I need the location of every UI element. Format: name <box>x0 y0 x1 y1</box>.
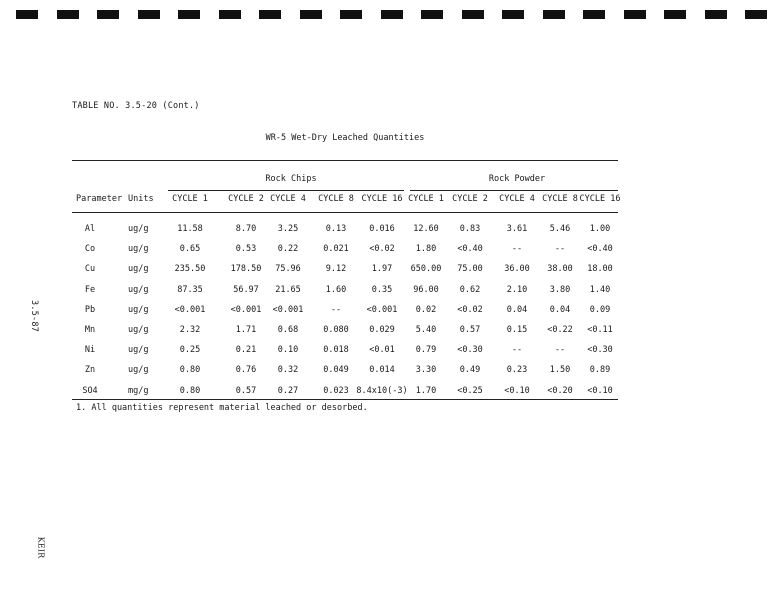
table-cell: 0.49 <box>459 365 481 375</box>
punch-hole <box>57 10 79 19</box>
table-cell: 235.50 <box>174 264 206 274</box>
row-units: ug/g <box>128 345 149 355</box>
table-cell: 0.22 <box>277 244 299 254</box>
table-cell: 56.97 <box>233 285 259 295</box>
table-cell: 18.00 <box>587 264 613 274</box>
rock-powder-subrule <box>410 190 618 191</box>
column-header: CYCLE 8 <box>318 194 354 204</box>
row-parameter: Ni <box>84 345 96 355</box>
table-cell: <0.001 <box>272 305 304 315</box>
table-cell: 36.00 <box>504 264 530 274</box>
table-cell: 0.79 <box>415 345 437 355</box>
table-cell: -- <box>554 244 566 254</box>
row-parameter: SO4 <box>82 386 98 396</box>
table-cell: <0.02 <box>369 244 395 254</box>
table-cell: <0.001 <box>366 305 398 315</box>
column-header: CYCLE 4 <box>270 194 306 204</box>
table-title: WR-5 Wet-Dry Leached Quantities <box>265 133 425 143</box>
punch-hole <box>340 10 362 19</box>
punch-hole <box>381 10 403 19</box>
table-cell: 0.25 <box>179 345 201 355</box>
table-cell: 0.23 <box>506 365 528 375</box>
table-cell: 87.35 <box>177 285 203 295</box>
punch-hole <box>16 10 38 19</box>
table-cell: 0.02 <box>415 305 437 315</box>
punch-hole <box>583 10 605 19</box>
table-cell: 2.10 <box>506 285 528 295</box>
punch-hole <box>259 10 281 19</box>
table-cell: <0.10 <box>587 386 613 396</box>
table-cell: 0.04 <box>549 305 571 315</box>
table-cell: 0.21 <box>235 345 257 355</box>
table-cell: 3.30 <box>415 365 437 375</box>
group-header: Rock Chips <box>265 174 317 184</box>
table-cell: 8.4x10(-3) <box>356 386 408 396</box>
table-cell: 2.32 <box>179 325 201 335</box>
table-cell: <0.25 <box>457 386 483 396</box>
table-cell: 0.04 <box>506 305 528 315</box>
table-cell: 5.40 <box>415 325 437 335</box>
column-header: Units <box>128 194 154 204</box>
table-cell: 0.68 <box>277 325 299 335</box>
table-cell: 0.023 <box>323 386 349 396</box>
table-cell: 38.00 <box>547 264 573 274</box>
column-header: Parameter <box>76 194 123 204</box>
punch-hole <box>502 10 524 19</box>
rock-chips-subrule <box>168 190 404 191</box>
author-mark: KEIR <box>36 536 46 559</box>
table-cell: 1.60 <box>325 285 347 295</box>
table-cell: 0.15 <box>506 325 528 335</box>
row-units: ug/g <box>128 224 149 234</box>
row-units: ug/g <box>128 365 149 375</box>
table-cell: 0.80 <box>179 386 201 396</box>
table-cell: 0.53 <box>235 244 257 254</box>
row-parameter: Fe <box>84 285 96 295</box>
column-header: CYCLE 1 <box>408 194 444 204</box>
table-cell: 5.46 <box>549 224 571 234</box>
table-number: TABLE NO. 3.5-20 (Cont.) <box>72 101 200 111</box>
table-cell: 0.80 <box>179 365 201 375</box>
table-bottom-rule <box>72 399 618 400</box>
table-cell: 0.57 <box>235 386 257 396</box>
punch-hole <box>97 10 119 19</box>
row-parameter: Zn <box>84 365 96 375</box>
table-cell: 11.58 <box>177 224 203 234</box>
table-cell: -- <box>554 345 566 355</box>
row-parameter: Co <box>84 244 96 254</box>
table-cell: 3.61 <box>506 224 528 234</box>
punch-hole <box>624 10 646 19</box>
table-cell: 0.57 <box>459 325 481 335</box>
table-cell: 1.71 <box>235 325 257 335</box>
table-cell: 1.50 <box>549 365 571 375</box>
table-cell: 0.09 <box>589 305 611 315</box>
column-header: CYCLE 16 <box>361 194 403 204</box>
punch-hole <box>421 10 443 19</box>
table-cell: 650.00 <box>410 264 442 274</box>
column-header: CYCLE 8 <box>542 194 578 204</box>
punch-hole <box>462 10 484 19</box>
punch-hole <box>219 10 241 19</box>
table-cell: 0.018 <box>323 345 349 355</box>
table-cell: 3.25 <box>277 224 299 234</box>
table-cell: 0.35 <box>371 285 393 295</box>
punch-hole <box>664 10 686 19</box>
row-parameter: Mn <box>84 325 96 335</box>
table-cell: 0.021 <box>323 244 349 254</box>
punch-hole <box>705 10 727 19</box>
table-cell: 1.70 <box>415 386 437 396</box>
table-cell: 1.40 <box>589 285 611 295</box>
table-top-rule <box>72 160 618 161</box>
table-cell: 0.080 <box>323 325 349 335</box>
table-cell: 0.83 <box>459 224 481 234</box>
table-cell: 1.97 <box>371 264 393 274</box>
table-cell: 0.10 <box>277 345 299 355</box>
row-units: mg/g <box>128 386 149 396</box>
table-cell: <0.20 <box>547 386 573 396</box>
table-cell: <0.001 <box>230 305 262 315</box>
table-cell: -- <box>511 345 523 355</box>
header-bottom-rule <box>72 212 618 213</box>
table-cell: 0.029 <box>369 325 395 335</box>
table-cell: 3.80 <box>549 285 571 295</box>
punch-hole <box>178 10 200 19</box>
table-cell: 0.65 <box>179 244 201 254</box>
table-cell: 9.12 <box>325 264 347 274</box>
table-cell: 0.62 <box>459 285 481 295</box>
table-cell: 75.00 <box>457 264 483 274</box>
table-cell: <0.40 <box>587 244 613 254</box>
table-cell: <0.22 <box>547 325 573 335</box>
table-cell: <0.10 <box>504 386 530 396</box>
column-header: CYCLE 2 <box>228 194 264 204</box>
table-cell: 178.50 <box>230 264 262 274</box>
row-parameter: Al <box>84 224 96 234</box>
table-cell: 0.014 <box>369 365 395 375</box>
table-cell: <0.001 <box>174 305 206 315</box>
punch-hole <box>745 10 767 19</box>
row-units: ug/g <box>128 264 149 274</box>
group-header: Rock Powder <box>488 174 546 184</box>
punch-hole <box>138 10 160 19</box>
punch-hole-strip <box>0 10 778 22</box>
punch-hole <box>543 10 565 19</box>
column-header: CYCLE 16 <box>579 194 621 204</box>
table-cell: 0.27 <box>277 386 299 396</box>
column-header: CYCLE 4 <box>499 194 535 204</box>
row-parameter: Pb <box>84 305 96 315</box>
table-cell: <0.30 <box>457 345 483 355</box>
table-footnote: 1. All quantities represent material leached or desorbed. <box>76 403 368 413</box>
table-cell: 0.32 <box>277 365 299 375</box>
table-cell: -- <box>511 244 523 254</box>
table-cell: -- <box>330 305 342 315</box>
table-cell: 0.13 <box>325 224 347 234</box>
table-cell: <0.40 <box>457 244 483 254</box>
table-cell: 96.00 <box>413 285 439 295</box>
row-units: ug/g <box>128 325 149 335</box>
table-cell: 21.65 <box>275 285 301 295</box>
table-cell: 1.80 <box>415 244 437 254</box>
page-number: 3.5-87 <box>28 300 39 332</box>
table-cell: 0.049 <box>323 365 349 375</box>
table-cell: <0.02 <box>457 305 483 315</box>
table-cell: <0.11 <box>587 325 613 335</box>
column-header: CYCLE 1 <box>172 194 208 204</box>
table-cell: <0.01 <box>369 345 395 355</box>
table-cell: 75.96 <box>275 264 301 274</box>
row-units: ug/g <box>128 305 149 315</box>
punch-hole <box>300 10 322 19</box>
row-parameter: Cu <box>84 264 96 274</box>
table-cell: 0.76 <box>235 365 257 375</box>
column-header: CYCLE 2 <box>452 194 488 204</box>
row-units: ug/g <box>128 244 149 254</box>
table-cell: <0.30 <box>587 345 613 355</box>
table-cell: 0.016 <box>369 224 395 234</box>
table-cell: 8.70 <box>235 224 257 234</box>
table-cell: 1.00 <box>589 224 611 234</box>
row-units: ug/g <box>128 285 149 295</box>
table-cell: 0.89 <box>589 365 611 375</box>
table-cell: 12.60 <box>413 224 439 234</box>
